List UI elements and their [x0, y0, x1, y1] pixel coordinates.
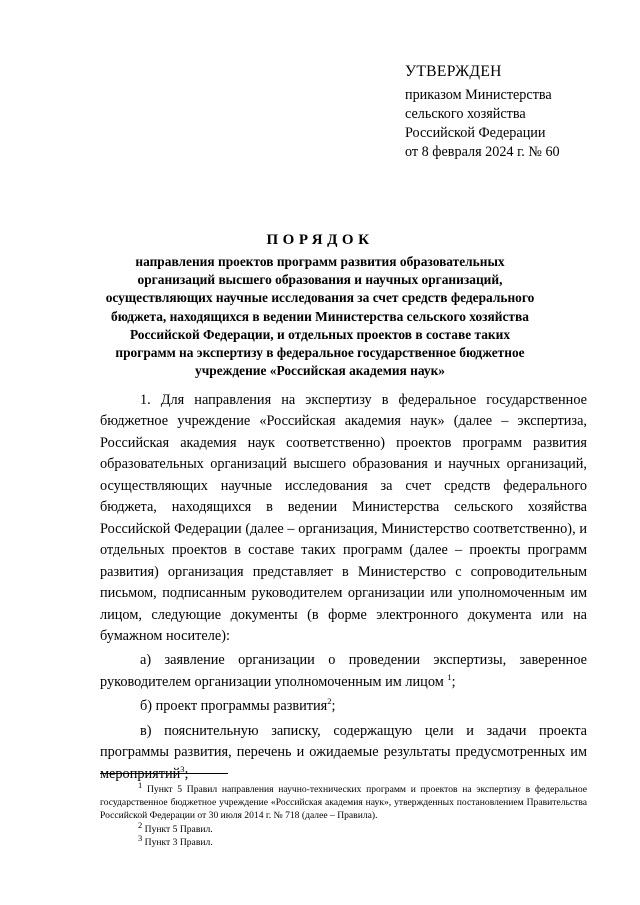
item-b-end: ;	[331, 698, 336, 715]
footnote-number: 2	[138, 819, 143, 830]
approval-stamp	[405, 62, 625, 162]
footnote-number: 3	[138, 832, 143, 843]
title-line: бюджета, находящихся в ведении Министерства сельского хозяйства	[111, 308, 529, 324]
item-b-text: б) проект программы развития	[140, 698, 328, 715]
footnote-3	[100, 832, 587, 849]
approval-line: Российской Федерации	[405, 125, 546, 141]
document-title	[85, 232, 555, 380]
approval-heading: УТВЕРЖДЕН	[405, 63, 502, 80]
title-main: ПОРЯДОК	[266, 232, 374, 248]
footnote-text: Пункт 3 Правил.	[144, 836, 213, 848]
title-line: организаций высшего образования и научных организаций,	[137, 272, 503, 288]
title-line: учреждение «Российская академия наук»	[195, 363, 445, 379]
approval-line: от 8 февраля 2024 г. № 60	[405, 144, 560, 160]
footnote-separator	[100, 773, 228, 774]
approval-line: сельского хозяйства	[405, 106, 526, 122]
title-line: осуществляющих научные исследования за счет средств федерального	[105, 290, 535, 306]
list-item-a	[100, 650, 587, 693]
footnotes	[100, 779, 587, 849]
footnote-2	[100, 819, 587, 836]
footnote-ref: 3	[180, 763, 185, 774]
footnote-number: 1	[138, 779, 143, 790]
footnote-ref: 1	[447, 672, 452, 683]
item-c-end: ;	[184, 765, 189, 782]
item-c-text: в) пояснительную записку, содержащую цели и задачи проекта программы развития, перечень и ожидаемые результаты предусмотренных им мероприятий	[100, 722, 587, 782]
item-a-end: ;	[451, 673, 456, 690]
footnote-ref: 2	[327, 696, 332, 707]
item-a-text: а) заявление организации о проведении экспертизы, заверенное руководителем организации уполномоченным им лицом	[100, 652, 587, 690]
footnote-1	[100, 779, 587, 823]
list-item-c	[100, 721, 587, 785]
footnote-text: Пункт 5 Правил направления научно-технических программ и проектов на экспертизу в федеральное государственное бюджетное учреждение «Российская академия наук», утвержденных постановлением Правительства Российской Федерации от 30 июля 2014 г. № 718 (далее – Правила).	[100, 784, 587, 822]
list-item-b	[100, 696, 587, 717]
document-body	[100, 390, 587, 785]
title-line: программ на экспертизу в федеральное государственное бюджетное	[115, 345, 525, 361]
footnote-text: Пункт 5 Правил.	[144, 823, 213, 835]
approval-line: приказом Министерства	[405, 87, 552, 103]
title-line: направления проектов программ развития образовательных	[135, 254, 505, 269]
title-line: Российской Федерации, и отдельных проектов в составе таких	[129, 326, 511, 342]
paragraph-1: 1. Для направления на экспертизу в федеральное государственное бюджетное учреждение «Российская академия наук» (далее – экспертиза, Российская академия наук соответственно) проектов программ развития образовательных организаций высшего образования и научных организаций, осуществляющих научные исследования за счет средств федерального бюджета, находящихся в ведении Министерства сельского хозяйства Российской Федерации (далее – организация, Министерство соответственно), и отдельных проектов в составе таких программ (далее – проекты программ развития) организация представляет в Министерство с сопроводительным письмом, подписанным руководителем организации или уполномоченным им лицом, следующие документы (в форме электронного документа или на бумажном носителе):	[100, 392, 587, 644]
